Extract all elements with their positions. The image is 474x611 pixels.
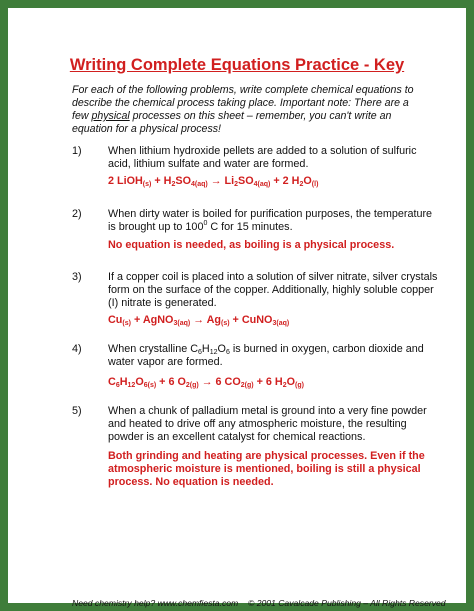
problem-answer: 2 LiOH$_{(s)}$ + $H_2SO_{4(aq)} \to Li_2SO_{4(aq)} + 2$ $H_2O_{(l)}$	[108, 175, 319, 188]
problem-text-part: When dirty water is boiled for purification purposes, the temperature is brought up to 100	[108, 208, 433, 233]
footer-copyright: © 2001 Cavalcade Publishing – All Rights Reserved	[248, 598, 446, 608]
problem-answer: $Cu_{(s)}$ + AgNO$_{3(aq)}$ → $Ag_{(s)}$ + CuNO$_{3(aq)}$	[108, 314, 290, 327]
problem-answer: Both grinding and heating are physical processes. Even if the atmospheric moisture is mentioned, boiling is still a physical process. No equation is needed.	[108, 450, 425, 488]
page-title: Writing Complete Equations Practice - Key	[69, 56, 405, 74]
problem-text: If a copper coil is placed into a solution of silver nitrate, silver crystals form on the surface of the copper. Additionally, highly soluble copper (I) nitrate is generated.	[108, 271, 438, 309]
problem-number: 5)	[72, 405, 82, 417]
instructions-underlined: physical	[91, 110, 130, 122]
instructions-part1: For each of the following problems, write complete chemical equations to describe the chemical process taking place. Important note: There are a few	[72, 84, 414, 122]
problem-answer: No equation is needed, as boiling is a physical process.	[108, 239, 395, 251]
instructions	[72, 84, 422, 136]
problem-number: 1)	[72, 145, 82, 157]
instructions-part2: processes on this sheet – remember, you can't write an equation for a physical process!	[72, 110, 392, 135]
footer-website: Need chemistry help? www.chemfiesta.com	[72, 598, 239, 608]
problem-text: When crystalline $C_6H_{12}O_6$ is burned in oxygen, carbon dioxide and water vapor are formed.	[108, 343, 424, 368]
problem-text-part: C for 15 minutes.	[207, 221, 293, 233]
degree-superscript: 0	[203, 220, 208, 227]
problem-number: 4)	[72, 343, 82, 355]
problem-text: When lithium hydroxide pellets are added to a solution of sulfuric acid, lithium sulfate and water are formed.	[108, 145, 417, 170]
problem-text: When a chunk of palladium metal is ground into a very fine powder and heated to drive off any atmospheric moisture, the resulting powder is an excellent catalyst for chemical reactions.	[108, 405, 427, 443]
problem-answer: $C_6H_{12}O_{6(s)} + 6$ $O_{2(g)} \to 6$ $CO_{2(g)} + 6$ $H_2O_{(g)}$	[108, 376, 304, 389]
problem-number: 3)	[72, 271, 82, 283]
problem-number: 2)	[72, 208, 82, 220]
problem-text	[108, 208, 438, 234]
worksheet	[8, 8, 466, 608]
